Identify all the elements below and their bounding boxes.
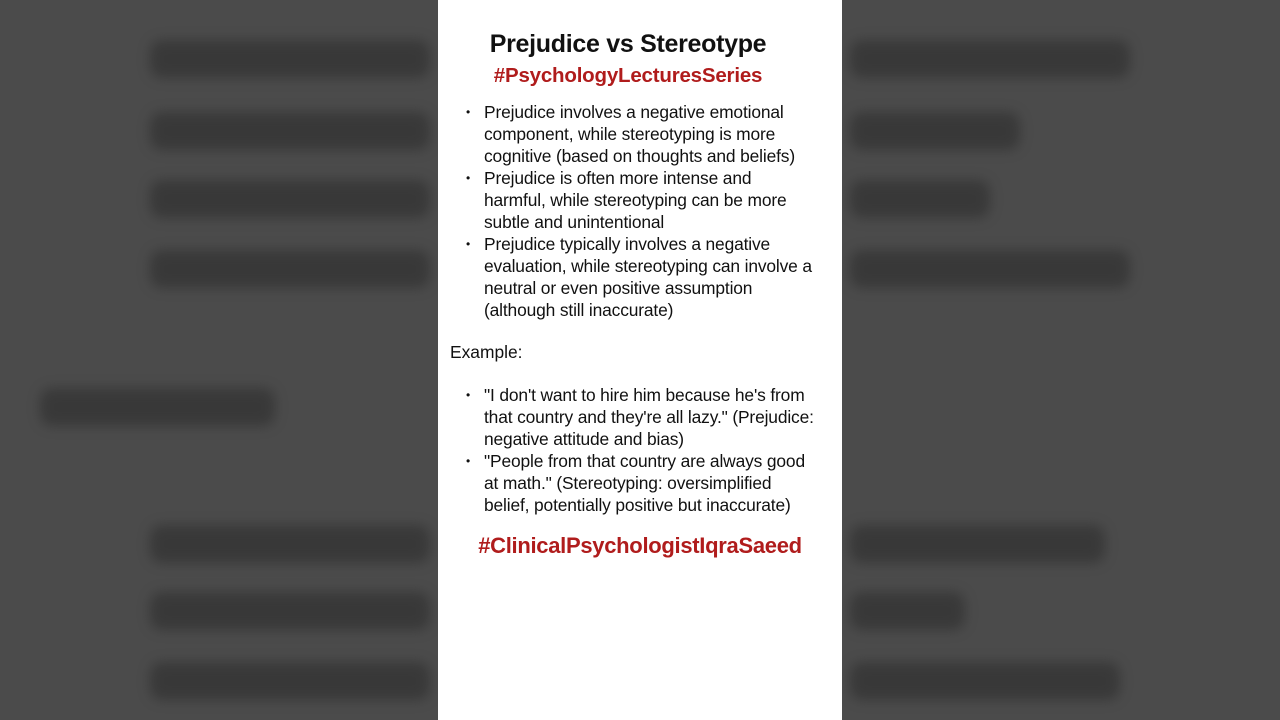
blurred-text-shape — [850, 250, 1130, 288]
item-text: Prejudice typically involves a negative evaluation, while stereotyping can involve a neutral or even positive assumption (although still inaccurate) — [484, 234, 812, 320]
blurred-text-shape — [850, 180, 990, 218]
item-text: "I don't want to hire him because he's from that country and they're all lazy." (Prejudice: negative attitude and bias) — [484, 385, 814, 449]
blurred-text-shape — [150, 112, 430, 150]
blurred-text-shape — [150, 250, 430, 288]
content-panel — [438, 0, 842, 720]
bullet: • — [466, 105, 471, 119]
list-item — [466, 101, 816, 167]
blurred-text-shape — [850, 592, 965, 630]
item-text: "People from that country are always good at math." (Stereotyping: oversimplified belief, potentially positive but inaccurate) — [484, 451, 805, 515]
blurred-text-shape — [150, 40, 430, 78]
page-title: Prejudice vs Stereotype — [489, 30, 767, 58]
differences-list — [450, 101, 816, 321]
bullet: • — [466, 388, 471, 402]
list-item — [466, 167, 816, 233]
blurred-text-shape — [850, 525, 1105, 563]
blurred-text-shape — [40, 388, 275, 426]
blurred-text-shape — [150, 592, 430, 630]
bullet: • — [466, 171, 471, 185]
item-text: Prejudice is often more intense and harmful, while stereotyping can be more subtle and unintentional — [484, 168, 787, 232]
list-item — [466, 384, 816, 450]
blurred-text-shape — [150, 525, 430, 563]
blurred-text-shape — [850, 112, 1020, 150]
list-item — [466, 450, 816, 516]
item-text: Prejudice involves a negative emotional component, while stereotyping is more cognitive (based on thoughts and beliefs) — [484, 102, 795, 166]
list-item — [466, 233, 816, 321]
examples-list — [450, 384, 816, 516]
author-hashtag: #ClinicalPsychologistIqraSaeed — [478, 533, 802, 558]
series-hashtag: #PsychologyLecturesSeries — [493, 64, 763, 87]
bullet: • — [466, 237, 471, 251]
blurred-text-shape — [850, 662, 1120, 700]
blurred-text-shape — [150, 662, 430, 700]
example-label: Example: — [450, 342, 523, 362]
blurred-text-shape — [150, 180, 430, 218]
blurred-text-shape — [850, 40, 1130, 78]
bullet: • — [466, 454, 471, 468]
